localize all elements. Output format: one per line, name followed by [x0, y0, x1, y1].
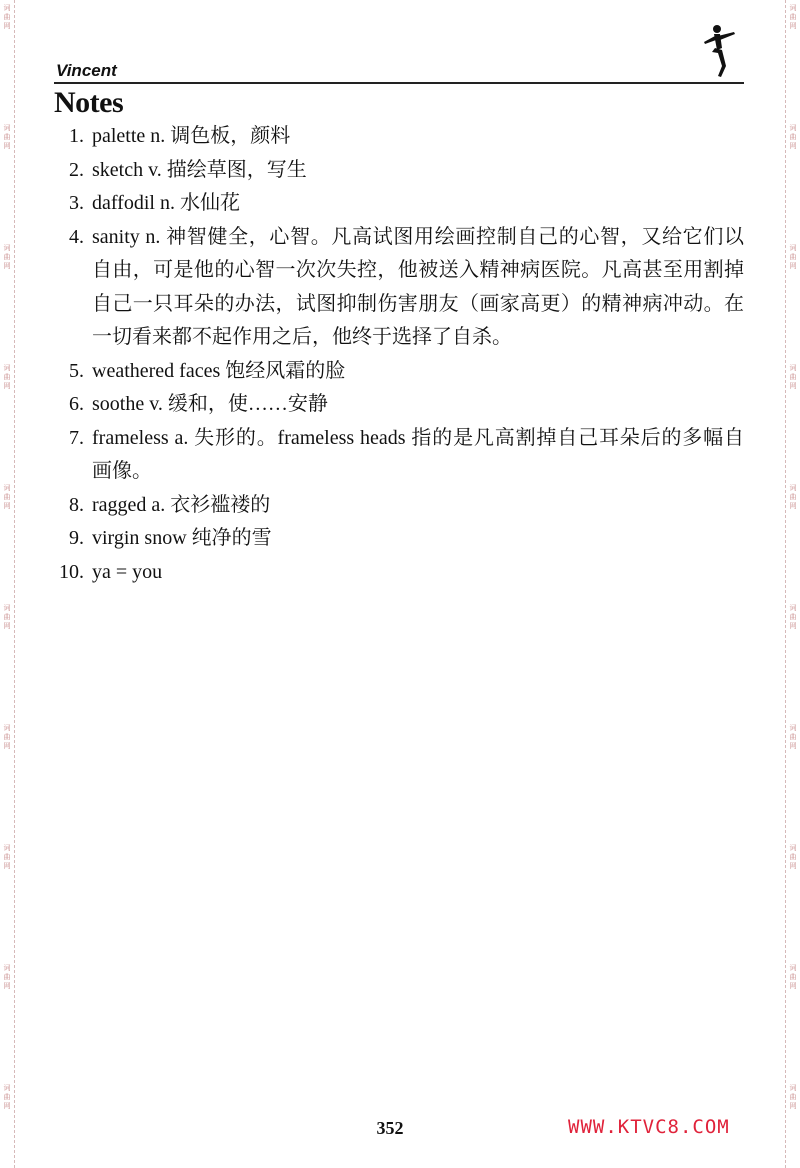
note-text: sketch v. 描绘草图，写生 — [92, 158, 307, 181]
note-number: 10. — [59, 560, 84, 583]
note-item — [54, 388, 744, 422]
note-item — [54, 355, 744, 389]
note-text: frameless a. 失形的。frameless heads 指的是凡高割掉自己耳朵后的多幅自画像。 — [92, 426, 744, 482]
side-watermark: 词曲网 — [789, 844, 797, 870]
note-number: 3. — [69, 192, 84, 214]
note-text: virgin snow 纯净的雪 — [92, 527, 272, 549]
side-watermark: 词曲网 — [789, 964, 797, 990]
header-rule — [54, 82, 744, 84]
note-text: palette n. 调色板，颜料 — [92, 125, 291, 147]
side-watermark: 词曲网 — [789, 1084, 797, 1110]
note-item — [54, 187, 744, 221]
side-watermark: 词曲网 — [3, 124, 11, 150]
left-watermark-strip — [0, 0, 15, 1168]
note-number: 4. — [69, 225, 84, 248]
side-watermark: 词曲网 — [3, 844, 11, 870]
note-text: daffodil n. 水仙花 — [92, 192, 240, 214]
side-watermark: 词曲网 — [789, 484, 797, 510]
note-item — [54, 221, 744, 355]
side-watermark: 词曲网 — [3, 1084, 11, 1110]
note-number: 5. — [69, 359, 84, 382]
running-head: Vincent — [56, 61, 117, 80]
side-watermark: 词曲网 — [3, 484, 11, 510]
note-text: sanity n. 神智健全，心智。凡高试图用绘画控制自己的心智，又给它们以自由，可是他的心智一次次失控，他被送入精神病医院。凡高甚至用割掉自己一只耳朵的办法，试图抑制伤害朋友（画家高更）的精神病冲动。在一切看来都不起作用之后，他终于选择了自杀。 — [92, 225, 744, 348]
note-item — [54, 556, 744, 590]
note-number: 8. — [69, 493, 84, 516]
side-watermark: 词曲网 — [3, 364, 11, 390]
side-watermark: 词曲网 — [3, 244, 11, 270]
note-number: 2. — [69, 158, 84, 181]
side-watermark: 词曲网 — [3, 4, 11, 30]
side-watermark: 词曲网 — [789, 724, 797, 750]
dancer-silhouette-icon — [700, 22, 740, 82]
notes-list — [54, 120, 744, 589]
side-watermark: 词曲网 — [3, 604, 11, 630]
side-watermark: 词曲网 — [789, 364, 797, 390]
right-watermark-strip — [785, 0, 800, 1168]
side-watermark: 词曲网 — [789, 124, 797, 150]
note-text: soothe v. 缓和，使……安静 — [92, 393, 328, 415]
side-watermark: 词曲网 — [3, 724, 11, 750]
page-number: 352 — [376, 1118, 404, 1138]
section-title: Notes — [54, 86, 124, 119]
side-watermark: 词曲网 — [3, 964, 11, 990]
note-item — [54, 522, 744, 556]
side-watermark: 词曲网 — [789, 4, 797, 30]
note-text: weathered faces 饱经风霜的脸 — [92, 359, 346, 382]
note-number: 1. — [69, 125, 84, 147]
note-item — [54, 489, 744, 523]
note-item — [54, 422, 744, 489]
note-number: 9. — [69, 527, 84, 549]
note-item — [54, 154, 744, 188]
side-watermark: 词曲网 — [789, 604, 797, 630]
side-watermark: 词曲网 — [789, 244, 797, 270]
note-number: 6. — [69, 393, 84, 415]
site-watermark: WWW.KTVC8.COM — [568, 1116, 730, 1138]
note-text: ragged a. 衣衫褴褛的 — [92, 493, 271, 516]
note-text: ya = you — [92, 560, 163, 583]
note-number: 7. — [69, 426, 84, 449]
note-item — [54, 120, 744, 154]
